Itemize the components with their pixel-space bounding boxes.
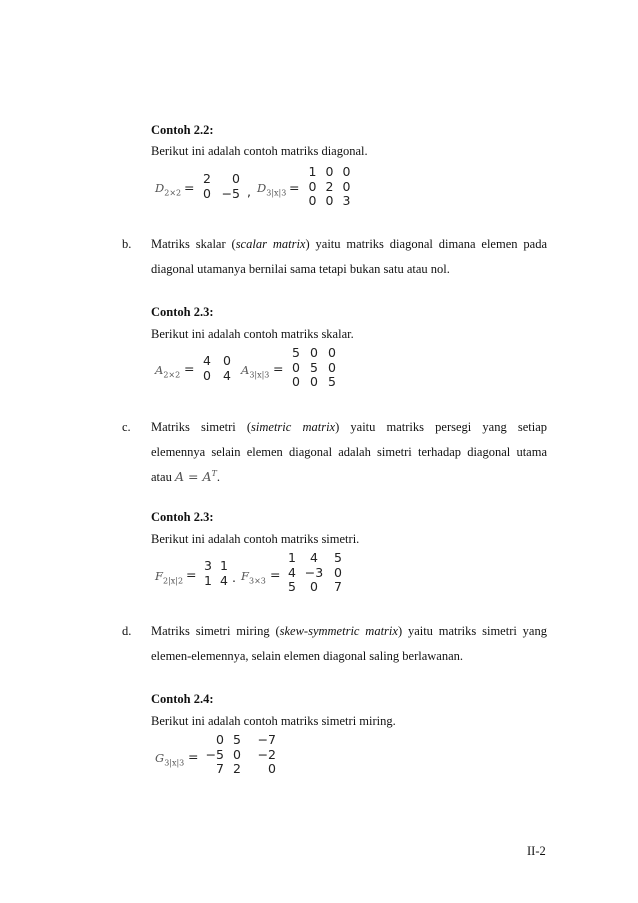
item-b-line-1: Matriks skalar (scalar matrix) yaitu matriks diagonal dimana elemen pada: [151, 237, 547, 251]
matrix-a3x3: [287, 346, 341, 390]
example-2-3-title: Contoh 2.3:: [151, 305, 214, 319]
item-d-line-2: elemen-elemennya, selain elemen diagonal saling berlawanan.: [151, 649, 464, 663]
matrix-cell: 3: [204, 558, 212, 573]
equals-sign: =: [289, 180, 300, 195]
matrix-cell: 0: [325, 164, 334, 179]
equals-sign: =: [188, 749, 199, 764]
matrix-cell: 0: [223, 353, 231, 368]
matrix-cell: 4: [310, 550, 318, 565]
matrix-f2x2: [200, 559, 232, 588]
matrix-cell: 5: [310, 359, 318, 375]
formula-a-equals-at: $A = A^T$: [174, 469, 217, 485]
matrix-cell: 5: [288, 579, 296, 594]
matrix-cell: 0: [203, 185, 211, 201]
matrix-cell: −2: [257, 746, 276, 762]
matrix-cell: 0: [233, 746, 241, 762]
matrix-cell: 5: [292, 345, 300, 360]
matrix-cell: 4: [223, 367, 231, 383]
matrix-cell: −3: [304, 564, 324, 580]
item-b-line-2: diagonal utamanya bernilai sama tetapi bukan satu atau nol.: [151, 262, 450, 276]
matrix-cell: 5: [328, 374, 336, 389]
matrix-cell: 5: [334, 550, 342, 565]
matrix-cell: 2: [203, 171, 211, 186]
example-2-2-title: Contoh 2.2:: [151, 123, 214, 137]
matrix-cell: −5: [205, 746, 224, 762]
matrix-cell: 3: [342, 193, 351, 208]
matrix-cell: 0: [292, 374, 300, 389]
matrix-cell: 1: [308, 164, 317, 179]
equals-sign: =: [273, 361, 284, 376]
matrix-cell: 4: [288, 564, 296, 580]
matrix-d3x3: [304, 165, 355, 209]
equals-sign: =: [186, 567, 197, 582]
example-2-2-text: Berikut ini adalah contoh matriks diagonal.: [151, 144, 368, 158]
dot-separator: .: [232, 570, 236, 585]
matrix-label-a3x3: $A_{3|x|3}$: [241, 363, 270, 380]
matrix-cell: 7: [216, 761, 224, 776]
matrix-cell: 0: [310, 345, 318, 360]
matrix-d2x2: [198, 172, 240, 201]
equals-sign: =: [184, 361, 195, 376]
matrix-cell: 0: [328, 345, 336, 360]
matrix-label-d2x2: $D_{2\times 2}$: [155, 181, 182, 198]
matrix-label-a2x2: $A_{2\times 2}$: [155, 363, 181, 380]
matrix-cell: 0: [310, 374, 318, 389]
matrix-f3x3: [284, 551, 348, 595]
matrix-cell: 0: [308, 178, 317, 194]
item-c-label: c.: [122, 420, 131, 434]
item-d-label: d.: [122, 624, 132, 638]
matrix-label-d3x3: $D_{3|x|3}$: [257, 181, 287, 198]
example-2-4-text: Berikut ini adalah contoh matriks simetri miring.: [151, 714, 396, 728]
matrix-cell: 4: [220, 572, 228, 588]
matrix-cell: 0: [203, 367, 211, 383]
equals-sign: =: [184, 180, 195, 195]
matrix-label-f2x2: $F_{2|x|2}$: [155, 569, 184, 586]
item-b-label: b.: [122, 237, 132, 251]
matrix-label-f3x3: $F_{3\times 3}$: [241, 569, 266, 586]
matrix-cell: 1: [288, 550, 296, 565]
matrix-g3x3: [202, 733, 276, 777]
matrix-cell: 0: [328, 359, 336, 375]
matrix-label-g3x3: $G_{3|x|3}$: [155, 751, 185, 768]
matrix-cell: 0: [308, 193, 317, 208]
example-2-3b-text: Berikut ini adalah contoh matriks simetri.: [151, 532, 360, 546]
matrix-cell: 0: [292, 359, 300, 375]
matrix-cell: 7: [334, 579, 342, 594]
item-c-line-2: elemennya selain elemen diagonal adalah simetri terhadap diagonal utama: [151, 445, 547, 459]
matrix-cell: 4: [203, 353, 211, 368]
matrix-a2x2: [198, 354, 238, 383]
matrix-cell: 0: [342, 164, 351, 179]
matrix-cell: 1: [204, 572, 212, 588]
item-c-line-1: Matriks simetri (simetric matrix) yaitu matriks persegi yang setiap: [151, 420, 547, 434]
matrix-cell: 2: [325, 178, 334, 194]
matrix-cell: 2: [233, 761, 241, 776]
item-d-line-1: Matriks simetri miring (skew-symmetric matrix) yaitu matriks simetri yang: [151, 624, 547, 638]
matrix-cell: 0: [334, 564, 342, 580]
matrix-cell: 0: [216, 732, 224, 747]
matrix-cell: 1: [220, 558, 228, 573]
matrix-cell: 0: [310, 579, 318, 594]
matrix-cell: −5: [221, 185, 240, 201]
item-c-line-3: atau $A = A^T$.: [151, 469, 220, 485]
matrix-cell: 0: [268, 761, 276, 776]
matrix-cell: 0: [325, 193, 334, 208]
comma: ,: [247, 184, 251, 199]
matrix-cell: −7: [257, 732, 276, 747]
matrix-cell: 0: [232, 171, 240, 186]
matrix-cell: 5: [233, 732, 241, 747]
matrix-cell: 0: [342, 178, 351, 194]
example-2-4-title: Contoh 2.4:: [151, 692, 214, 706]
example-2-3-text: Berikut ini adalah contoh matriks skalar.: [151, 327, 354, 341]
example-2-3b-title: Contoh 2.3:: [151, 510, 214, 524]
page-number: II-2: [527, 844, 546, 858]
equals-sign: =: [270, 567, 281, 582]
